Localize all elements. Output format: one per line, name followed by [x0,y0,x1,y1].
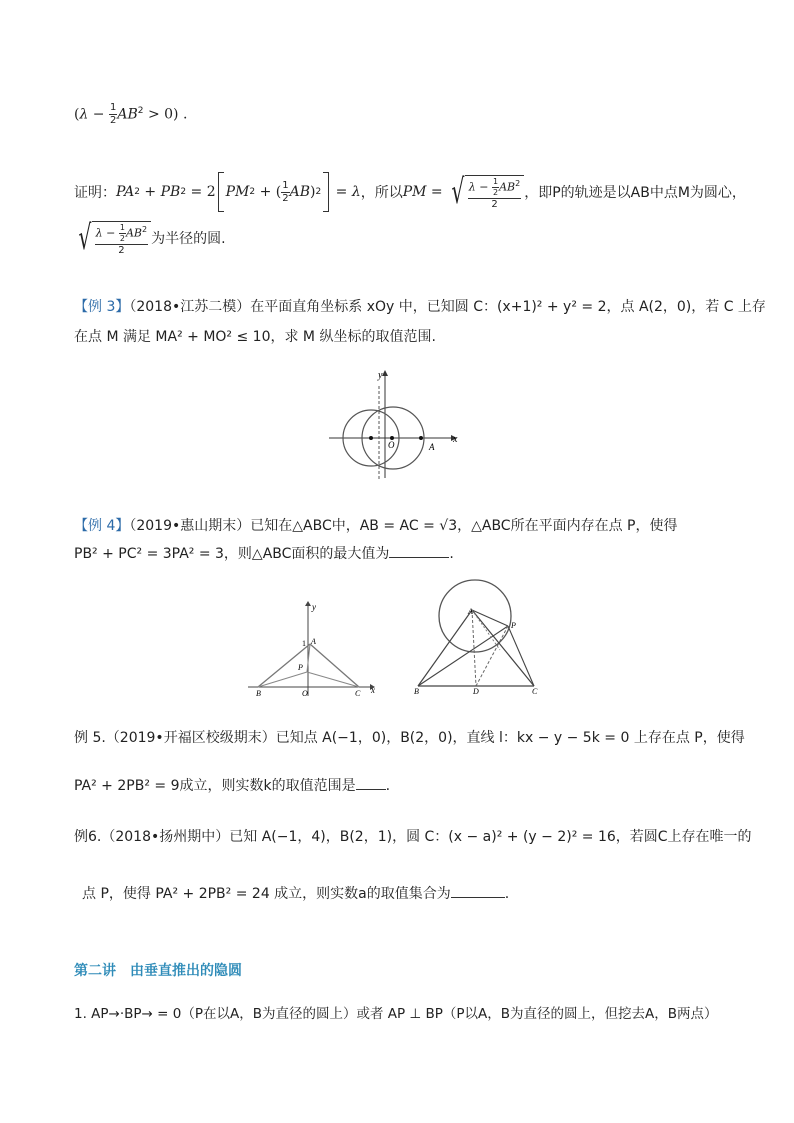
ex4b-seg-pb [418,626,508,686]
ex5-line1 [74,727,745,747]
ex3-label-x: x [453,434,458,445]
proof-lead: 证明： [74,185,116,201]
ex3-point-c [369,436,373,440]
ex4-source: （2019•惠山期末） [129,518,251,534]
ex6-answer-blank [451,885,505,898]
ex6-line2: 点 P，使得 PA² + 2PB² = 24 成立，则实数a的取值集合为 . [82,886,510,902]
ex4b-label-p: P [511,621,516,630]
ex3-figure [325,366,465,482]
ex3-label: 【例 3】 [74,299,130,315]
ex3-line1 [74,296,766,316]
ex3-point-a [419,436,423,440]
ex4a-label-p: P [298,663,303,672]
radius-tail: 为半径的圆. [151,231,226,247]
proof-tail: ，即P的轨迹是以AB中点M为圆心， [524,185,746,201]
ex3-text1: 在平面直角坐标系 xOy 中，已知圆 C：(x+1)² + y² = 2，点 A(2，0)，若 C 上存 [250,299,766,315]
ex4a-seg-pb [258,672,307,687]
ex4a-label-c: C [355,689,361,698]
ex3-text2: 在点 M 满足 MA² + MO² ≤ 10，求 M 纵坐标的取值范围. [74,329,436,345]
ex4a-label-one: 1 [302,639,306,648]
ex6-line1 [74,826,752,846]
ex4-text2: PB² + PC² = 3PA² = 3，则△ABC面积的最大值为 [74,546,390,562]
ex4b-side-ab [418,610,472,686]
ex3-label-y: y [378,370,383,381]
ex4b-seg-pc [508,626,534,686]
ex6-text1: 例6.（2018•扬州期中）已知 A(−1，4)，B(2，1)，圆 C：(x − a)² + (y − 2)² = 16，若圆C上存在唯一的 [74,829,752,845]
ex4b-label-c: C [532,687,538,696]
ex4a-label-b: B [256,689,261,698]
ex4-text1: 已知在△ABC中，AB = AC = √3，△ABC所在平面内存在点 P，使得 [250,518,678,534]
ex4a-label-o: O [302,689,308,698]
ex4a-side-ac [310,644,359,687]
ex4-answer-blank [389,545,449,558]
ex4b-label-a: A [468,607,473,616]
ex4-line1 [74,515,677,535]
proof-mid: ，所以 [360,185,403,201]
ex4b-label-d: D [473,687,479,696]
ex5-line2: PA² + 2PB² = 9成立，则实数k的取值范围是 . [74,778,391,794]
ex4b-label-b: B [414,687,419,696]
ex4a-y-arrow [305,601,311,606]
ex3-y-arrow [382,370,388,376]
ex5-text2: PA² + 2PB² = 9成立，则实数k的取值范围是 [74,778,356,794]
pm-formula: PM = √ λ − $\frac{1}{2}$ $AB^2$ 2 [403,175,525,210]
ex3-source: （2018•江苏二模） [129,299,251,315]
ex4-line2: PB² + PC² = 3PA² = 3，则△ABC面积的最大值为 . [74,546,454,562]
ex4-label: 【例 4】 [74,518,130,534]
ex5-text1: 例 5.（2019•开福区校级期末）已知点 A(−1，0)，B(2，0)，直线 l：kx − y − 5k = 0 上存在点 P，使得 [74,730,745,746]
ex4a-label-y: y [312,602,316,612]
radius-line [74,216,226,260]
ex6-text2: 点 P，使得 PA² + 2PB² = 24 成立，则实数a的取值集合为 [82,886,451,902]
radius-formula: √ λ − $\frac{1}{2}$ $AB^2$ 2 [74,221,151,256]
ex4a-label-a: A [311,637,316,646]
ex5-answer-blank [356,777,386,790]
section2-title: 第二讲 由垂直推出的隐圆 [74,963,242,979]
ex4-figure-right [410,576,545,696]
proof-line [74,170,746,214]
ex4a-label-x: x [371,685,375,695]
ex3-label-a: A [429,442,435,452]
ex3-line2 [74,326,436,346]
ex4-figure-left [244,598,379,698]
ex3-label-o: O [388,440,395,450]
proof-equation: PA 2 + PB 2 = 2 PM 2 + ( $\frac{1}{2}$ AB ) 2 = λ [116,172,361,212]
ex4b-side-ac [472,610,534,686]
condition-line: (λ − $\frac{1}{2}$ $AB^2 > 0$) . [74,102,188,126]
section2-item1: 1. AP→·BP→ = 0（P在以A，B为直径的圆上）或者 AP ⊥ BP（P以A，B为直径的圆上，但挖去A，B两点） [74,1006,718,1022]
